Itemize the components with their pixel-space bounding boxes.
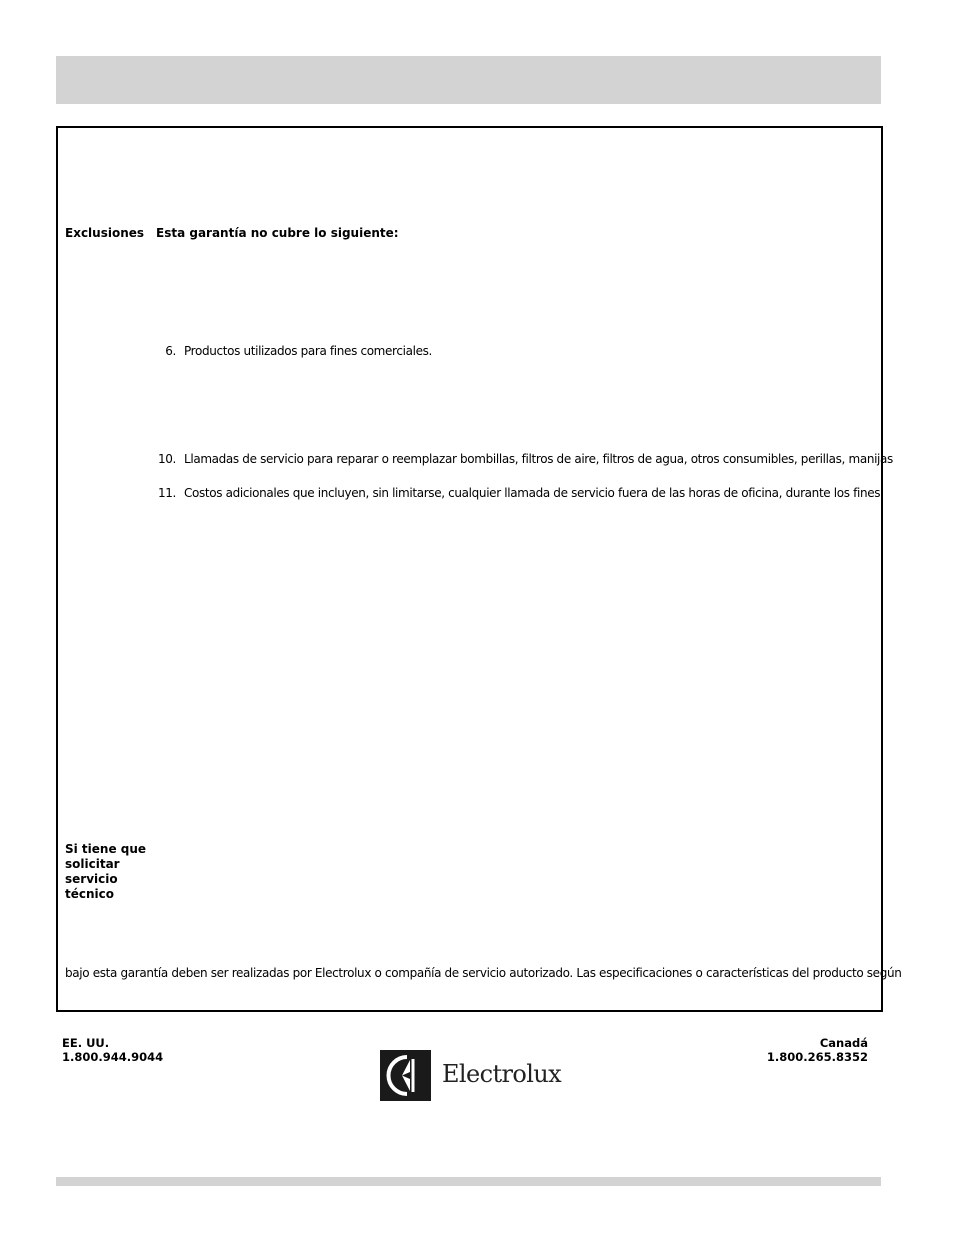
- contact-usa-phone: 1.800.944.9044: [62, 1050, 164, 1064]
- contact-canada: [760, 1036, 868, 1064]
- warranty-box: [56, 126, 883, 1012]
- contact-canada-phone: 1.800.265.8352: [766, 1050, 868, 1064]
- list-item-text: Costos adicionales que incluyen, sin limitarse, cualquier llamada de servicio fuera de las horas de oficina, durante los fines: [184, 486, 881, 500]
- electrolux-logo-icon: [380, 1050, 431, 1101]
- list-item-text: Productos utilizados para fines comerciales.: [184, 344, 432, 358]
- electrolux-logo: [380, 1050, 560, 1102]
- header-band: [56, 56, 881, 104]
- list-item-text: Llamadas de servicio para reparar o reemplazar bombillas, filtros de aire, filtros de agua, otros consumibles, perillas, manijas: [184, 452, 893, 466]
- exclusions-heading: Esta garantía no cubre lo siguiente:: [156, 226, 399, 240]
- service-label: Si tiene que solicitar servicio técnico: [65, 842, 147, 901]
- list-item-number: 10.: [157, 452, 176, 466]
- exclusions-label: Exclusiones: [65, 226, 145, 240]
- electrolux-wordmark: Electrolux: [442, 1060, 562, 1088]
- list-item-number: 6.: [165, 344, 176, 358]
- contact-usa: [62, 1036, 163, 1064]
- list-item-number: 11.: [157, 486, 176, 500]
- contact-canada-label: Canadá: [819, 1036, 868, 1050]
- footer-band: [56, 1177, 881, 1186]
- contact-usa-label: EE. UU.: [62, 1036, 110, 1050]
- footer-text: bajo esta garantía deben ser realizadas por Electrolux o compañía de servicio autorizado. Las especificaciones o características del producto según: [65, 966, 902, 980]
